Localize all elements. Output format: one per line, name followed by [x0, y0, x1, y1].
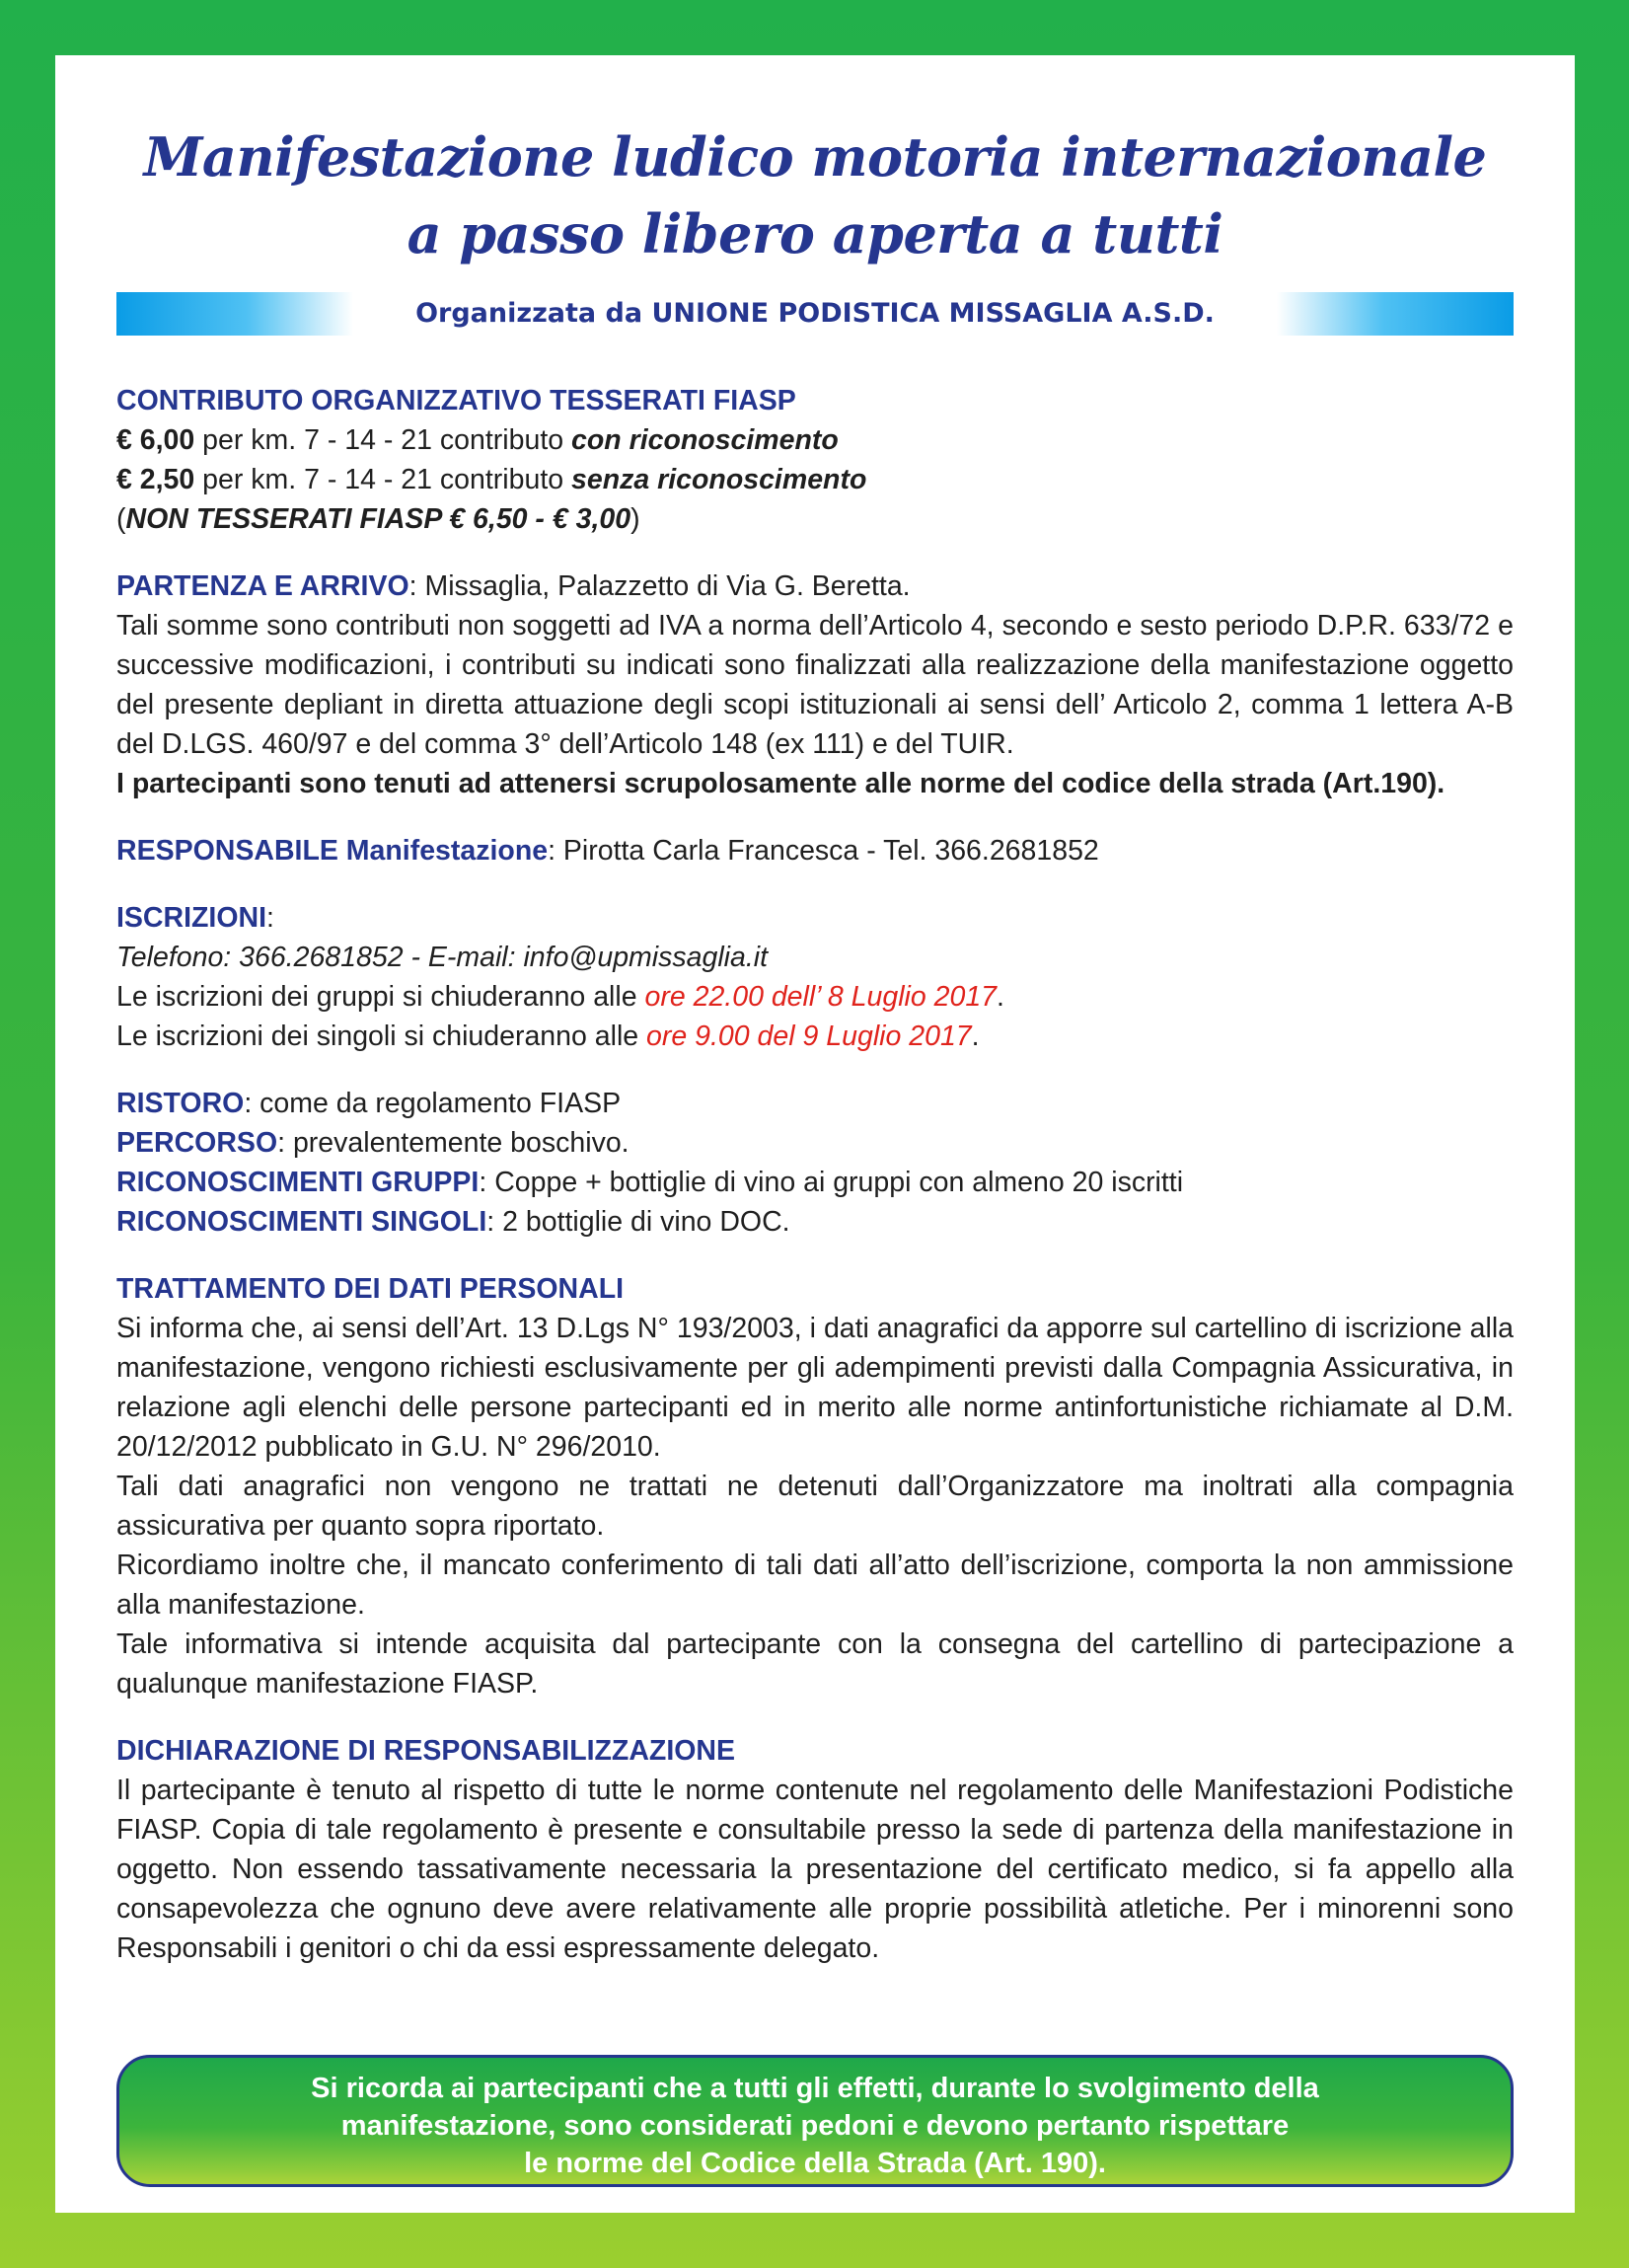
- privacy-section: [116, 1269, 1514, 1703]
- road-rules-notice: [116, 2055, 1514, 2187]
- price-with-award: € 6,00: [116, 424, 195, 456]
- contributo-line-2: [116, 460, 1514, 499]
- singles-text: Le iscrizioni dei singoli si chiuderanno alle: [116, 1021, 647, 1052]
- spacer: [116, 1056, 1514, 1084]
- partenza-line: [116, 567, 1514, 606]
- iscrizioni-heading-line: [116, 898, 1514, 938]
- paren-open: (: [116, 503, 126, 535]
- partenza-value: : Missaglia, Palazzetto di Via G. Beretta.: [408, 570, 911, 602]
- spacer: [116, 539, 1514, 567]
- info-percorso: [116, 1123, 1514, 1163]
- event-title: [55, 118, 1575, 272]
- info-riconoscimenti-singoli: [116, 1202, 1514, 1242]
- spacer: [116, 870, 1514, 898]
- flyer-sheet: [55, 55, 1575, 2213]
- price-without-award: € 2,50: [116, 464, 195, 495]
- notice-line-3: le norme del Codice della Strada (Art. 190).: [524, 2148, 1106, 2179]
- iscrizioni-section: [116, 898, 1514, 1056]
- info-label: RISTORO: [116, 1088, 245, 1119]
- organizer-banner: [116, 292, 1514, 336]
- line-1-emphasis: con riconoscimento: [571, 424, 839, 456]
- privacy-paragraph-1: Si informa che, ai sensi dell’Art. 13 D.Lgs N° 193/2003, i dati anagrafici da apporre sul cartellino di iscrizione alla manifestazione, vengono richiesti esclusivamente per gli adempimenti previsti dalla Compagnia Assicurativa, in relazione agli elenchi delle persone partecipanti ed in merito alle norme antinfortunistiche richiamate al D.M. 20/12/2012 pubblicato in G.U. N° 296/2010.: [116, 1313, 1514, 1463]
- responsabile-line: [116, 831, 1514, 870]
- dichiarazione-section: [116, 1731, 1514, 1968]
- info-ristoro: [116, 1084, 1514, 1123]
- responsabile-label: RESPONSABILE Manifestazione: [116, 835, 549, 867]
- iscrizioni-contact: Telefono: 366.2681852 - E-mail: info@upmissaglia.it: [116, 942, 769, 973]
- title-line-2: a passo libero aperta a tutti: [407, 202, 1223, 265]
- privacy-paragraph-3: Ricordiamo inoltre che, il mancato conferimento di tali dati all’atto dell’iscrizione, comporta la non ammissione alla manifestazione.: [116, 1550, 1514, 1621]
- info-label: PERCORSO: [116, 1127, 278, 1159]
- notice-line-2: manifestazione, sono considerati pedoni e devono pertanto rispettare: [340, 2110, 1290, 2142]
- contributo-line-1: [116, 420, 1514, 460]
- privacy-paragraph-2: Tali dati anagrafici non vengono ne trattati ne detenuti dall’Organizzatore ma inoltrati alla compagnia assicurativa per quanto sopra riportato.: [116, 1471, 1514, 1542]
- road-code-note: I partecipanti sono tenuti ad attenersi scrupolosamente alle norme del codice della strada (Art.190).: [116, 768, 1445, 799]
- dichiarazione-body: Il partecipante è tenuto al rispetto di tutte le norme contenute nel regolamento delle Manifestazioni Podistiche FIASP. Copia di tale regolamento è presente e consultabile presso la sede di partenza della manifestazione in oggetto. Non essendo tassativamente necessaria la presentazione del certificato medico, si fa appello alla consapevolezza che ognuno deve avere relativamente alle proprie possibilità atletiche. Per i minorenni sono Responsabili i genitori o chi da essi espressamente delegato.: [116, 1775, 1514, 1964]
- spacer: [116, 803, 1514, 831]
- partenza-section: [116, 567, 1514, 803]
- privacy-paragraph-4: Tale informativa si intende acquisita dal partecipante con la consegna del cartellino di partecipazione a qualunque manifestazione FIASP.: [116, 1628, 1514, 1700]
- paren-close: ): [630, 503, 640, 535]
- info-value: : Coppe + bottiglie di vino ai gruppi con almeno 20 iscritti: [479, 1167, 1184, 1198]
- info-section: [116, 1084, 1514, 1242]
- title-line-1: Manifestazione ludico motoria internazionale: [143, 125, 1487, 189]
- responsabile-value: : Pirotta Carla Francesca - Tel. 366.2681852: [548, 835, 1099, 867]
- iscrizioni-label: ISCRIZIONI: [116, 902, 267, 934]
- singles-deadline: ore 9.00 del 9 Luglio 2017: [646, 1021, 972, 1052]
- groups-deadline-line: [116, 977, 1514, 1017]
- contributo-heading: CONTRIBUTO ORGANIZZATIVO TESSERATI FIASP: [116, 385, 796, 416]
- notice-line-1: Si ricorda ai partecipanti che a tutti gli effetti, durante lo svolgimento della: [311, 2073, 1319, 2104]
- organizer-text: Organizzata da UNIONE PODISTICA MISSAGLIA A.S.D.: [415, 298, 1215, 329]
- spacer: [116, 1242, 1514, 1269]
- contributo-section: [116, 381, 1514, 539]
- privacy-heading: TRATTAMENTO DEI DATI PERSONALI: [116, 1273, 625, 1305]
- info-label: RICONOSCIMENTI SINGOLI: [116, 1206, 487, 1238]
- non-members-prices: NON TESSERATI FIASP € 6,50 - € 3,00: [125, 503, 631, 535]
- groups-deadline: ore 22.00 dell’ 8 Luglio 2017: [644, 981, 998, 1013]
- groups-text: Le iscrizioni dei gruppi si chiuderanno alle: [116, 981, 645, 1013]
- line-2-text: per km. 7 - 14 - 21 contributo: [194, 464, 572, 495]
- responsabile-section: [116, 831, 1514, 870]
- partenza-body: Tali somme sono contributi non soggetti ad IVA a norma dell’Articolo 4, secondo e sesto periodo D.P.R. 633/72 e successive modificazioni, i contributi su indicati sono finalizzati alla realizzazione della manifestazione oggetto del presente depliant in diretta attuazione degli scopi istituzionali ai sensi dell’ Articolo 2, comma 1 lettera A-B del D.LGS. 460/97 e del comma 3° dell’Articolo 148 (ex 111) e del TUIR.: [116, 610, 1514, 760]
- info-value: : come da regolamento FIASP: [244, 1088, 622, 1119]
- period: .: [997, 981, 1004, 1013]
- dichiarazione-heading: DICHIARAZIONE DI RESPONSABILIZZAZIONE: [116, 1735, 736, 1767]
- flyer-content: [116, 381, 1514, 1968]
- line-2-emphasis: senza riconoscimento: [571, 464, 867, 495]
- spacer: [116, 1703, 1514, 1731]
- contributo-line-3: [116, 499, 1514, 539]
- singles-deadline-line: [116, 1017, 1514, 1056]
- line-1-text: per km. 7 - 14 - 21 contributo: [194, 424, 572, 456]
- info-value: : prevalentemente boschivo.: [277, 1127, 629, 1159]
- info-label: RICONOSCIMENTI GRUPPI: [116, 1167, 480, 1198]
- info-value: : 2 bottiglie di vino DOC.: [486, 1206, 790, 1238]
- info-riconoscimenti-gruppi: [116, 1163, 1514, 1202]
- period: .: [971, 1021, 980, 1052]
- partenza-label: PARTENZA E ARRIVO: [116, 570, 409, 602]
- iscrizioni-colon: :: [266, 902, 274, 934]
